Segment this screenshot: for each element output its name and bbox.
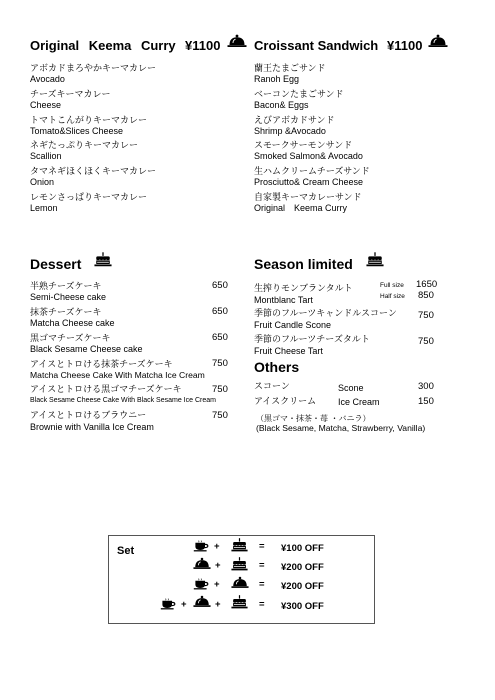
plus-sign: + [181,599,187,610]
menu-item-name-en: Onion [30,177,55,187]
size-label: Full size [380,282,404,289]
menu-item-name-jp: アイスとトロける黒ゴマチーズケーキ [30,385,182,395]
menu-item-name-en: Bacon& Eggs [254,100,309,110]
menu-item-name-en: Lemon [30,203,58,213]
menu-item-name-en: Smoked Salmon& Avocado [254,151,363,161]
others-section-title: Others [254,359,300,375]
cake-icon [366,252,384,267]
menu-item-name-jp: 蘭王たまごサンド [254,64,326,74]
menu-item-price: 150 [418,396,434,407]
equals-sign: = [259,560,265,571]
menu-item-name-en: Ice Cream [338,397,380,407]
menu-item-name-en: Shrimp &Avocado [254,126,326,136]
menu-item-name-en: Cheese [30,100,62,110]
equals-sign: = [259,599,265,610]
menu-item-name-jp: タマネギほくほくキーマカレー [30,167,157,177]
menu-item-name-en: Matcha Cheese cake [30,318,115,328]
menu-item-name-jp: チーズキーマカレー [30,90,111,100]
plus-sign: + [215,560,221,571]
menu-item-name-en: Tomato&Slices Cheese [30,126,124,136]
menu-item-name-en: Fruit Candle Scone [254,320,332,330]
set-discount: ¥200 OFF [281,562,324,573]
cake-icon [231,595,248,609]
menu-item-name-jp: 黒ゴマチーズケーキ [30,334,111,344]
plus-sign: + [215,599,221,610]
cloche-icon [193,557,211,570]
menu-item-name-jp: えびアボカドサンド [254,116,335,126]
keema-price: ¥1100 [185,38,221,53]
cake-icon [231,538,248,552]
menu-item-name-en: Ranoh Egg [254,74,300,84]
menu-item-price: 650 [212,280,228,291]
menu-item-name-en: Scone [338,383,364,393]
menu-item-name-en: Original Keema Curry [254,203,348,213]
menu-item-price: 850 [418,290,434,301]
season-section-title: Season limited [254,256,353,272]
menu-item-price: 650 [212,306,228,317]
plus-sign: + [214,579,220,590]
flavors-en: (Black Sesame, Matcha, Strawberry, Vanilla) [256,423,426,433]
equals-sign: = [259,541,265,552]
set-title: Set [117,545,135,557]
menu-item-price: 750 [212,384,228,395]
plus-sign: + [214,541,220,552]
menu-item-name-en: Montblanc Tart [254,295,313,305]
croissant-price: ¥1100 [387,38,423,53]
menu-item-name-en: Black Sesame Cheese Cake With Black Sesame Ice Cream [30,397,216,404]
menu-item-name-jp: アイスクリーム [254,397,317,407]
menu-item-name-en: Black Sesame Cheese cake [30,344,143,354]
size-label: Half size [380,293,405,300]
menu-item-price: 1650 [416,279,438,290]
menu-item-name-en: Fruit Cheese Tart [254,346,323,356]
menu-item-name-jp: レモンさっぱりキーマカレー [30,193,148,203]
menu-item-price: 750 [418,336,434,347]
set-discount: ¥300 OFF [281,601,324,612]
dessert-section-title: Dessert [30,256,82,272]
menu-item-name-jp: 季節のフルーツキャンドルスコーン [254,309,397,319]
coffee-icon [193,540,209,552]
coffee-icon [193,578,209,590]
cloche-icon [231,576,249,589]
menu-item-name-jp: アイスとトロけるブラウニー [30,411,147,421]
menu-item-name-en: Brownie with Vanilla Ice Cream [30,422,154,432]
menu-item-price: 650 [212,332,228,343]
coffee-icon [160,598,176,610]
menu-item-price: 750 [212,358,228,369]
menu-item-name-jp: ネギたっぷりキーマカレー [30,141,139,151]
equals-sign: = [259,579,265,590]
menu-item-price: 300 [418,381,434,392]
flavors-jp: （黒ゴマ・抹茶・苺 ・バニラ） [256,414,371,423]
menu-item-name-en: Matcha Cheese Cake With Matcha Ice Cream [30,370,205,380]
menu-item-name-jp: アボカドまろやかキーマカレー [30,64,157,74]
keema-section-title: Original Keema Curry [30,38,176,53]
menu-item-name-jp: スモークサーモンサンド [254,141,353,151]
menu-item-name-en: Scallion [30,151,62,161]
menu-item-name-jp: アイスとトロける抹茶チーズケーキ [30,360,173,370]
set-discount: ¥100 OFF [281,543,324,554]
menu-item-name-jp: 生ハムクリームチーズサンド [254,167,370,177]
cloche-icon [193,595,211,608]
menu-item-name-jp: 生搾りモンブランタルト [254,284,353,294]
menu-item-price: 750 [418,310,434,321]
menu-item-name-en: Avocado [30,74,65,84]
menu-item-name-jp: 自家製キーマカレーサンド [254,193,362,203]
cloche-icon [227,34,247,48]
menu-item-name-en: Prosciutto& Cream Cheese [254,177,364,187]
menu-item-name-jp: 季節のフルーツチーズタルト [254,335,370,345]
cake-icon [94,252,112,267]
menu-item-price: 750 [212,410,228,421]
croissant-section-title: Croissant Sandwich [254,38,379,53]
menu-item-name-en: Semi-Cheese cake [30,292,107,302]
menu-item-name-jp: ベーコンたまごサンド [254,90,344,100]
set-discount: ¥200 OFF [281,581,324,592]
cloche-icon [428,34,448,48]
cake-icon [231,557,248,571]
menu-item-name-jp: スコーン [254,382,290,392]
menu-item-name-jp: 抹茶チーズケーキ [30,308,102,318]
menu-item-name-jp: 半熟チーズケーキ [30,282,102,292]
menu-item-name-jp: トマトこんがりキーマカレー [30,116,148,126]
